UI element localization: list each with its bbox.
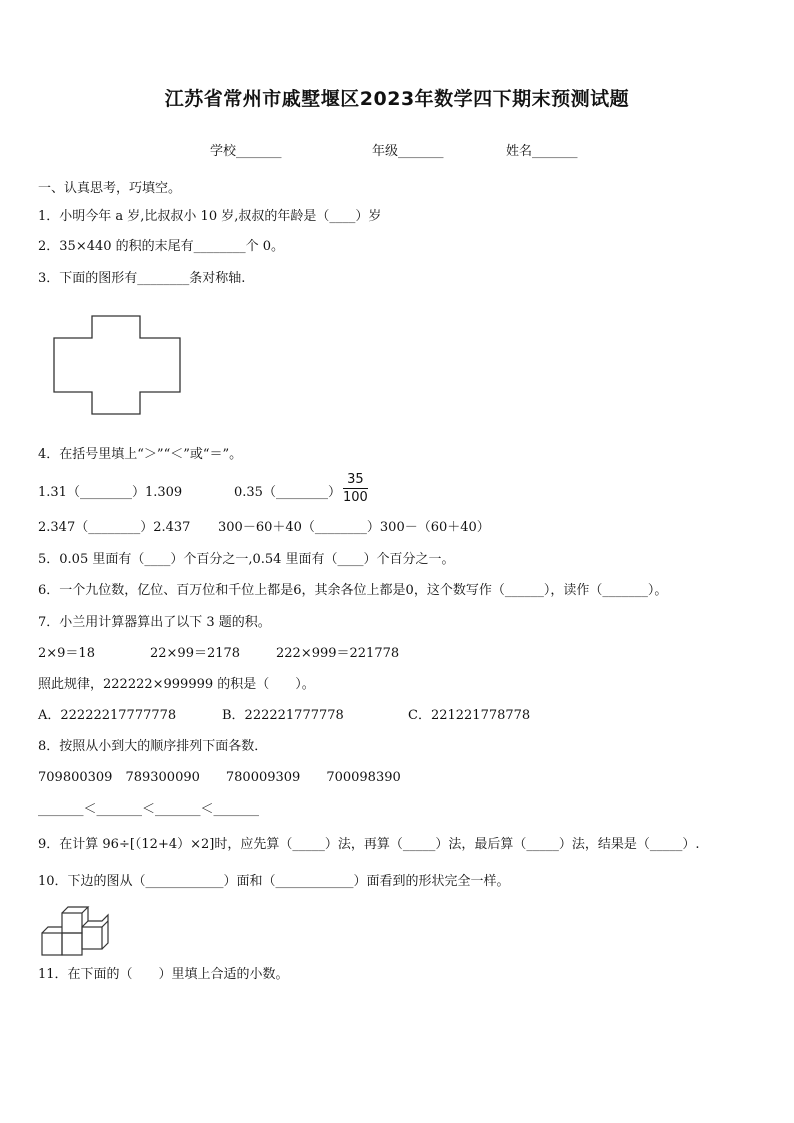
cross-shape-figure: [52, 314, 184, 418]
question-4-row2-right: 300－60＋40（________）300－（60＋40）: [218, 520, 490, 535]
page-title: 江苏省常州市戚墅堰区2023年数学四下期末预测试题: [164, 88, 630, 110]
fraction-denominator: 100: [343, 490, 368, 505]
school-field[interactable]: 学校_______: [210, 144, 282, 159]
question-2: 2．35×440 的积的末尾有________个 0。: [38, 239, 285, 254]
cube-stack-figure: [40, 903, 110, 959]
question-4: 4．在括号里填上“＞”“＜”或“＝”。: [38, 447, 243, 462]
question-4-row1-right: 0.35（________）: [234, 485, 341, 500]
question-7-option-c[interactable]: C．221221778778: [408, 708, 531, 723]
question-7-option-a[interactable]: A．22222217777778: [38, 708, 177, 723]
question-6: 6．一个九位数，亿位、百万位和千位上都是6，其余各位上都是0，这个数写作（______），读作（_______）。: [38, 583, 668, 598]
question-9: 9．在计算 96÷[（12+4）×2]时，应先算（_____）法，再算（_____）法，最后算（_____）法，结果是（_____）.: [38, 837, 700, 852]
question-1: 1．小明今年 a 岁,比叔叔小 10 岁,叔叔的年龄是（____）岁: [38, 209, 382, 224]
fraction-35-over-100: [343, 472, 368, 505]
grade-field[interactable]: 年级_______: [372, 144, 444, 159]
question-7-equation-3: 222×999＝221778: [276, 646, 400, 661]
question-7: 7．小兰用计算器算出了以下 3 题的积。: [38, 615, 271, 630]
question-10: 10．下边的图从（____________）面和（____________）面看到的形状完全一样。: [38, 874, 510, 889]
question-7-equation-2: 22×99＝2178: [150, 646, 241, 661]
question-7-option-b[interactable]: B．222221777778: [222, 708, 344, 723]
section-heading: 一、认真思考，巧填空。: [38, 181, 182, 196]
question-8: 8．按照从小到大的顺序排列下面各数．: [38, 739, 268, 754]
question-7-ask: 照此规律，222222×999999 的积是（ ）。: [38, 677, 315, 692]
question-5: 5．0.05 里面有（____）个百分之一,0.54 里面有（____）个百分之一。: [38, 552, 455, 567]
question-4-row1-left: 1.31（________）1.309: [38, 485, 183, 500]
fraction-numerator: 35: [347, 472, 364, 487]
question-11: 11．在下面的（ ）里填上合适的小数。: [38, 967, 289, 982]
question-3: 3．下面的图形有________条对称轴.: [38, 271, 246, 286]
question-7-equation-1: 2×9＝18: [38, 646, 95, 661]
question-8-order-blanks[interactable]: _______＜_______＜_______＜_______: [38, 802, 260, 817]
question-8-numbers: 709800309 789300090 780009309 700098390: [38, 770, 401, 785]
question-4-row2-left: 2.347（________）2.437: [38, 520, 191, 535]
name-field[interactable]: 姓名_______: [506, 144, 578, 159]
